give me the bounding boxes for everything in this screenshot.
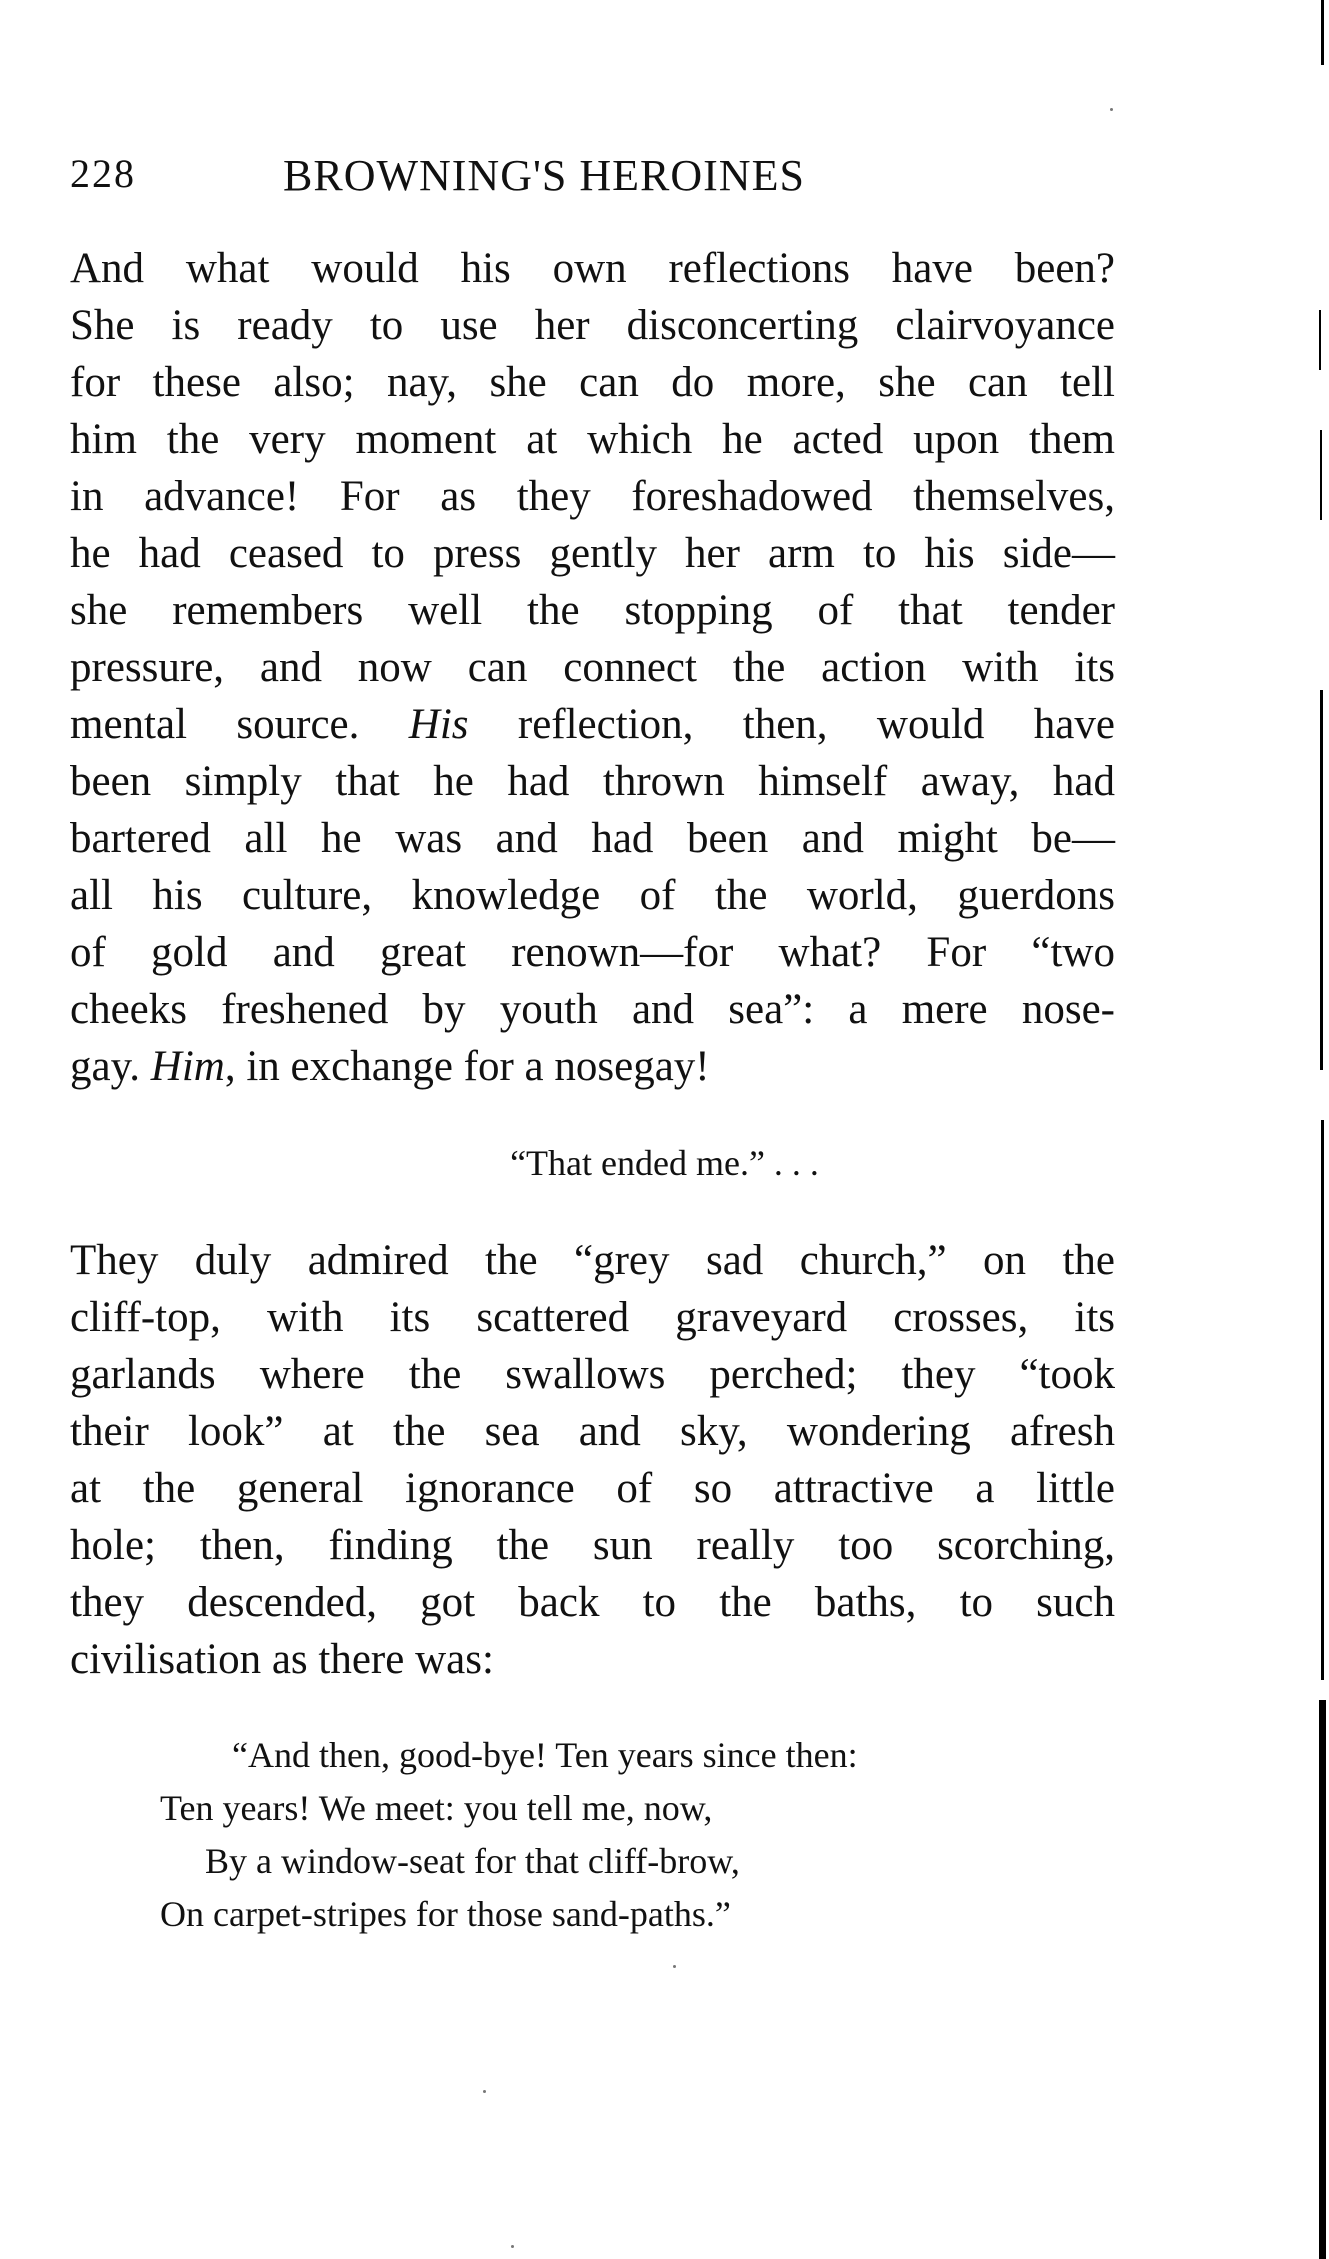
text-line: gay. Him, in exchange for a nosegay!: [70, 1043, 710, 1090]
italic-word: His: [408, 701, 469, 748]
text-line: their look” at the sea and sky, wondering afresh: [70, 1408, 1115, 1455]
text-line: mental source. His reflection, then, would have: [70, 701, 1115, 748]
text-line: at the general ignorance of so attractive a little: [70, 1465, 1115, 1512]
scan-speck: [1110, 108, 1113, 111]
text-line: cheeks freshened by youth and sea”: a mere nose-: [70, 986, 1115, 1033]
running-head: BROWNING'S HEROINES: [283, 151, 805, 200]
text-line: been simply that he had thrown himself away, had: [70, 758, 1115, 805]
text-line: cliff-top, with its scattered graveyard crosses, its: [70, 1294, 1115, 1341]
text-line: hole; then, finding the sun really too scorching,: [70, 1522, 1115, 1569]
verse-line: “And then, good-bye! Ten years since then:: [232, 1735, 858, 1775]
page-number: 228: [70, 151, 136, 196]
text-line: him the very moment at which he acted upon them: [70, 416, 1115, 463]
verse-line: By a window-seat for that cliff-brow,: [205, 1841, 740, 1881]
scan-speck: [483, 2090, 486, 2093]
verse-line: Ten years! We meet: you tell me, now,: [160, 1788, 713, 1828]
quotation: “That ended me.” . . .: [510, 1143, 819, 1183]
scan-speck: [673, 1965, 676, 1968]
text-line: bartered all he was and had been and might be—: [70, 815, 1115, 862]
text-line: She is ready to use her disconcerting clairvoyance: [70, 302, 1115, 349]
scan-edge-mark: [1319, 1700, 1326, 2259]
italic-word: Him: [150, 1043, 225, 1090]
page-header: [70, 150, 1120, 210]
text-line: in advance! For as they foreshadowed themselves,: [70, 473, 1115, 520]
text-line: And what would his own reflections have been?: [70, 245, 1115, 292]
scan-edge-mark: [1320, 430, 1322, 520]
text-line: They duly admired the “grey sad church,” on the: [70, 1237, 1115, 1284]
text-line: she remembers well the stopping of that tender: [70, 587, 1115, 634]
text-line: of gold and great renown—for what? For “two: [70, 929, 1115, 976]
scan-edge-mark: [1321, 1120, 1324, 1680]
text-line: garlands where the swallows perched; they “took: [70, 1351, 1115, 1398]
scan-edge-mark: [1320, 690, 1323, 1070]
text-line: they descended, got back to the baths, to such: [70, 1579, 1115, 1626]
text-line: pressure, and now can connect the action with its: [70, 644, 1115, 691]
scan-edge-mark: [1319, 310, 1321, 370]
scan-speck: [511, 2245, 514, 2248]
text-line: he had ceased to press gently her arm to his side—: [70, 530, 1115, 577]
text-line: for these also; nay, she can do more, she can tell: [70, 359, 1115, 406]
scan-edge-mark: [1321, 0, 1324, 65]
verse-line: On carpet-stripes for those sand-paths.”: [160, 1894, 731, 1934]
text-line: all his culture, knowledge of the world, guerdons: [70, 872, 1115, 919]
text-line: civilisation as there was:: [70, 1636, 494, 1683]
